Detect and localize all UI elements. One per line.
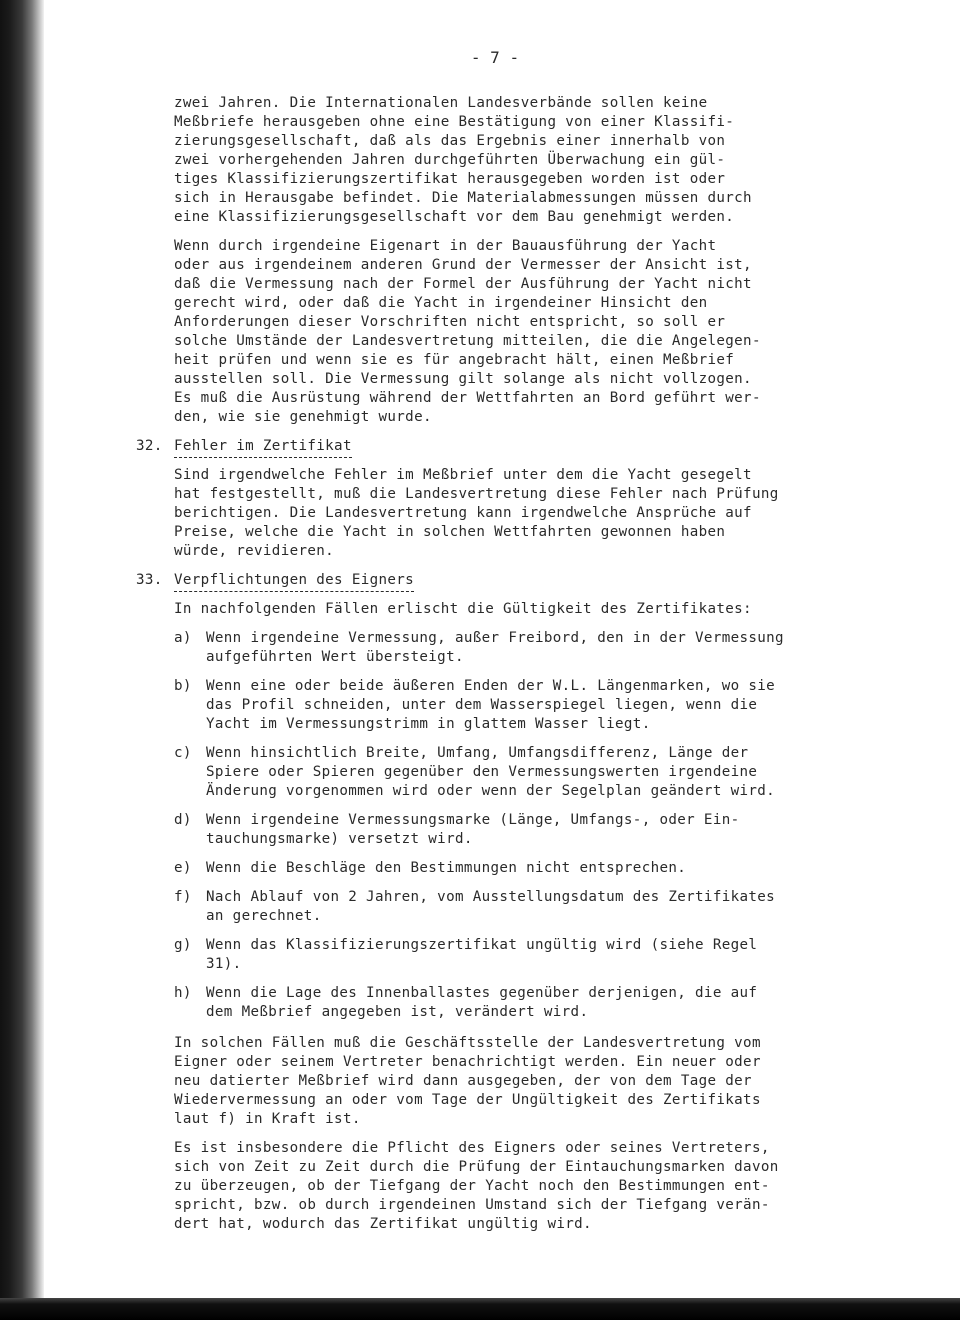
- list-item: [174, 677, 904, 734]
- section-title: Verpflichtungen des Eigners: [174, 571, 414, 592]
- list-item: [174, 984, 904, 1022]
- page-bottom-edge: [0, 1298, 960, 1320]
- paragraph: Wenn durch irgendeine Eigenart in der Bauausführung der Yacht oder aus irgendeinem anderen Grund der Vermesser der Ansicht ist, daß die Vermessung nach der Formel der Ausführung der Yacht nicht gerecht wird, oder daß die Yacht in irgendeiner Hinsicht den Anforderungen dieser Vorschriften nicht entspricht, so soll er solche Umstände der Landesvertretung mitteilen, die die Angelegen- heit prüfen und wenn sie es für angebracht hält, einen Meßbrief ausstellen soll. Die Vermessung gilt solange als nicht vollzogen. Es muß die Ausrüstung während der Wettfahrten an Bord geführt wer- den, wie sie genehmigt wurde.: [174, 238, 761, 425]
- paragraph: Es ist insbesondere die Pflicht des Eigners oder seines Vertreters, sich von Zeit zu Zeit durch die Prüfung der Eintauchungsmarken davon zu überzeugen, ob der Tiefgang der Yacht noch den Bestimmungen ent- spricht, bzw. ob durch irgendeinen Umstand sich der Tiefgang verän- dert hat, wodurch das Zertifikat ungültig wird.: [174, 1140, 779, 1232]
- list-item: [174, 811, 904, 849]
- page-body: [136, 94, 904, 1244]
- list-item: [174, 936, 904, 974]
- list-item-text: Wenn irgendeine Vermessung, außer Freibord, den in der Vermessung aufgeführten Wert übersteigt.: [206, 630, 784, 665]
- section-number: 32.: [136, 438, 163, 454]
- list-item-label: f): [174, 889, 192, 905]
- section-title: Fehler im Zertifikat: [174, 437, 352, 458]
- paragraph: zwei Jahren. Die Internationalen Landesverbände sollen keine Meßbriefe herausgeben ohne eine Bestätigung von einer Klassifi- zierungsgesellschaft, daß als das Ergebnis einer innerhalb von zwei vorhergehenden Jahren durchgeführten Überwachung ein gül- tiges Klassifizierungszertifikat herausgegeben worden ist oder sich in Herausgabe befindet. Die Materialabmessungen müssen durch eine Klassifizierungsgesellschaft vor dem Bau genehmigt werden.: [174, 95, 752, 225]
- list-item: [174, 888, 904, 926]
- section-body: Sind irgendwelche Fehler im Meßbrief unter dem die Yacht gesegelt hat festgestellt, muß die Landesvertretung diese Fehler nach Prüfung berichtigen. Die Landesvertretung kann irgendwelche Ansprüche auf Preise, welche die Yacht in solchen Wettfahrten gewonnen haben würde, revidieren.: [174, 467, 779, 559]
- list-item-text: Nach Ablauf von 2 Jahren, vom Ausstellungsdatum des Zertifikates an gerechnet.: [206, 889, 776, 924]
- list-item-text: Wenn irgendeine Vermessungsmarke (Länge, Umfangs-, oder Ein- tauchungsmarke) versetzt wird.: [206, 812, 740, 847]
- list-item-text: Wenn das Klassifizierungszertifikat ungültig wird (siehe Regel 31).: [206, 937, 758, 972]
- list-item-label: d): [174, 812, 192, 828]
- list-item-label: b): [174, 678, 192, 694]
- section-33: [136, 571, 904, 1234]
- paragraph: In solchen Fällen muß die Geschäftsstelle der Landesvertretung vom Eigner oder seinem Vertreter benachrichtigt werden. Ein neuer oder neu datierter Meßbrief wird dann ausgegeben, der von dem Tage der Wiedervermessung an oder vom Tage der Ungültigkeit des Zertifikats laut f) in Kraft ist.: [174, 1035, 761, 1127]
- list-item-text: Wenn eine oder beide äußeren Enden der W.L. Längenmarken, wo sie das Profil schneiden, unter dem Wasserspiegel liegen, wenn die Yacht im Vermessungstrimm in glattem Wasser liegt.: [206, 678, 776, 732]
- list-item-label: e): [174, 860, 192, 876]
- section-32: [136, 437, 904, 561]
- list-item: [174, 629, 904, 667]
- list-item-text: Wenn die Lage des Innenballastes gegenüber derjenigen, die auf dem Meßbrief angegeben ist, verändert wird.: [206, 985, 758, 1020]
- list-item-label: g): [174, 937, 192, 953]
- list-item-label: h): [174, 985, 192, 1001]
- list-item: [174, 744, 904, 801]
- page-number: - 7 -: [470, 48, 520, 67]
- list-item-label: a): [174, 630, 192, 646]
- book-binding-shadow: [0, 0, 44, 1320]
- section-intro: In nachfolgenden Fällen erlischt die Gültigkeit des Zertifikates:: [174, 601, 752, 617]
- list-item-label: c): [174, 745, 192, 761]
- section-number: 33.: [136, 572, 163, 588]
- condition-list: [174, 629, 904, 1022]
- list-item-text: Wenn die Beschläge den Bestimmungen nicht entsprechen.: [206, 860, 687, 876]
- list-item-text: Wenn hinsichtlich Breite, Umfang, Umfangsdifferenz, Länge der Spiere oder Spieren gegenüber den Vermessungswerten irgendeine Änderung vorgenommen wird oder wenn der Segelplan geändert wird.: [206, 745, 776, 799]
- list-item: [174, 859, 904, 878]
